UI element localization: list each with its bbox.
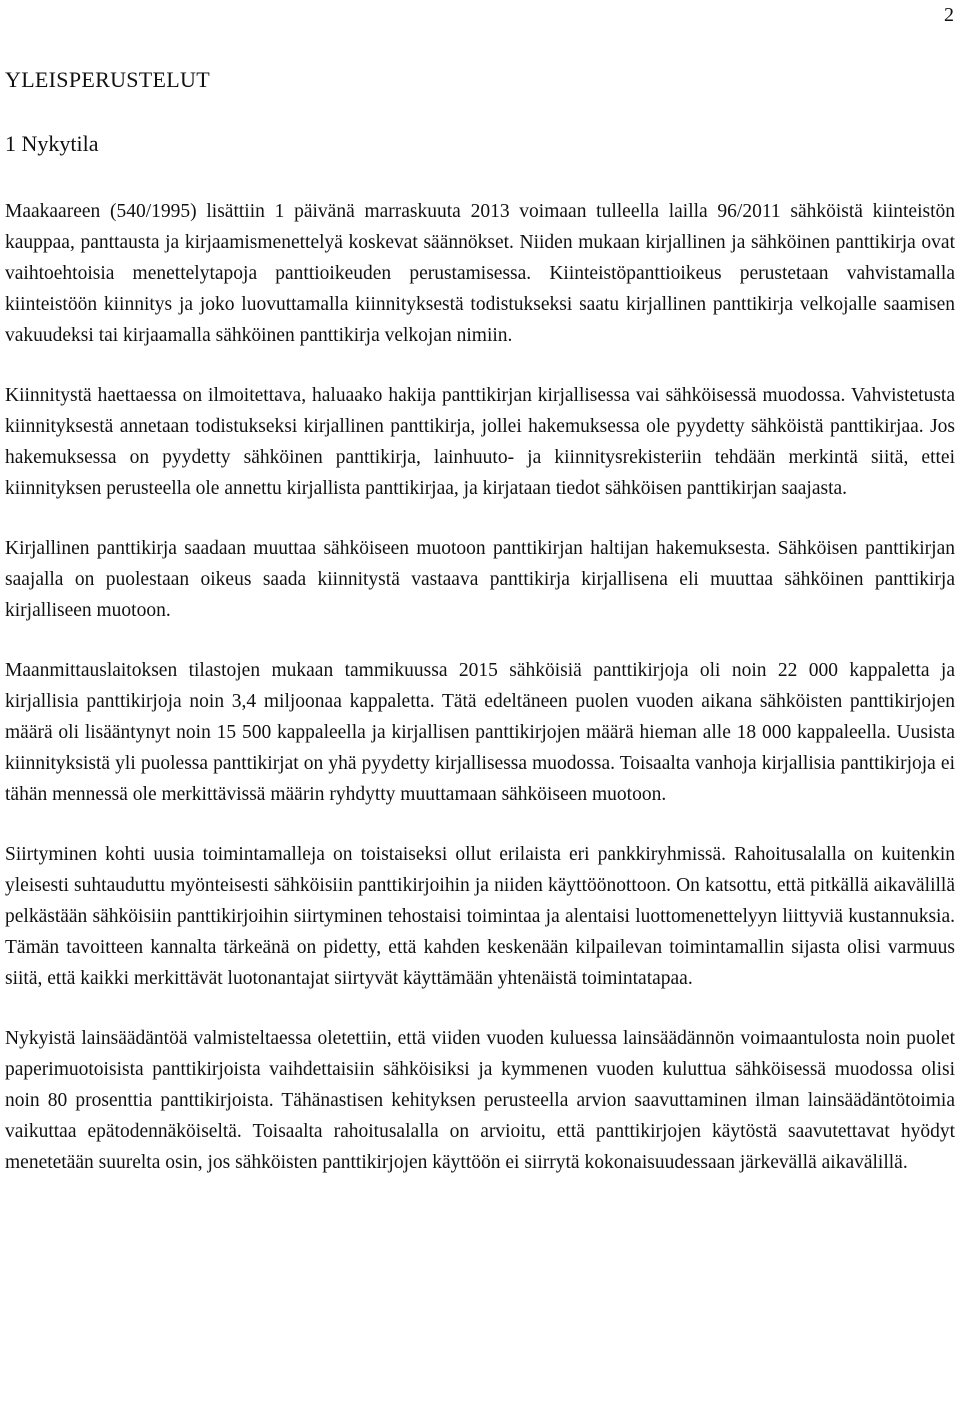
paragraph: Maanmittauslaitoksen tilastojen mukaan tammikuussa 2015 sähköisiä panttikirjoja oli noin 22 000 kappaletta ja kirjallisia panttikirjoja noin 3,4 miljoonaa kappaletta. Tätä edeltäneen puolen vuoden aikana sähköisten panttikirjojen määrä oli lisääntynyt noin 15 500 kappaleella ja kirjallisen panttikirjojen määrä hieman alle 18 000 kappaleella. Uusista kiinnityksistä yli puolessa panttikirjat on yhä pyydetty kirjallisessa muodossa. Toisaalta vanhoja kirjallisia panttikirjoja ei tähän mennessä ole merkittävissä määrin ryhdytty muuttamaan sähköiseen muotoon. bbox=[5, 660, 955, 805]
paragraph: Kirjallinen panttikirja saadaan muuttaa sähköiseen muotoon panttikirjan haltijan hakemuksesta. Sähköisen panttikirjan saajalla on puolestaan oikeus saada kiinnitystä vastaava panttikirja kirjallisena eli muuttaa sähköinen panttikirja kirjalliseen muotoon. bbox=[5, 538, 955, 621]
paragraph: Siirtyminen kohti uusia toimintamalleja on toistaiseksi ollut erilaista eri pankkiryhmissä. Rahoitusalalla on kuitenkin yleisesti suhtauduttu myönteisesti sähköisiin panttikirjoihin ja niiden käyttöönottoon. On katsottu, että pitkällä aikavälillä pelkästään sähköisiin panttikirjoihin siirtyminen tehostaisi toimintaa ja alentaisi luottomenettelyyn liittyviä kustannuksia. Tämän tavoitteen kannalta tärkeänä on pidetty, että kahden keskenään kilpailevan toimintamallin sijasta olisi varmuus siitä, että kaikki merkittävät luotonantajat siirtyvät käyttämään yhtenäistä toimintatapaa. bbox=[5, 844, 955, 989]
paragraph: Nykyistä lainsäädäntöä valmisteltaessa oletettiin, että viiden vuoden kuluessa lainsäädännön voimaantulosta noin puolet paperimuotoisista panttikirjoista vaihdettaisiin sähköisiksi ja kymmenen vuoden kuluttua sähköisessä muodossa olisi noin 80 prosenttia panttikirjoista. Tähänastisen kehityksen perusteella arvion saavuttaminen ilman lainsäädäntötoimia vaikuttaa epätodennäköiseltä. Toisaalta rahoitusalalla on arvioitu, että panttikirjojen käytöstä saavutettavat hyödyt menetetään suurelta osin, jos sähköisten panttikirjojen käyttöön ei siirrytä kokonaisuudessaan järkevällä aikavälillä. bbox=[5, 1028, 955, 1173]
paragraph: Maakaareen (540/1995) lisättiin 1 päivänä marraskuuta 2013 voimaan tulleella lailla 96/2011 sähköistä kiinteistön kauppaa, panttausta ja kirjaamismenettelyä koskevat säännökset. Niiden mukaan kirjallinen ja sähköinen panttikirja ovat vaihtoehtoisia menettelytapoja panttioikeuden perustamisessa. Kiinteistöpanttioikeus perustetaan vahvistamalla kiinteistöön kiinnitys ja joko luovuttamalla kiinnityksestä todistukseksi saatu kirjallinen panttikirja velkojalle saamisen vakuudeksi tai kirjaamalla sähköinen panttikirja velkojan nimiin. bbox=[5, 201, 955, 346]
paragraph: Kiinnitystä haettaessa on ilmoitettava, haluaako hakija panttikirjan kirjallisessa vai sähköisessä muodossa. Vahvistetusta kiinnityksestä annetaan todistukseksi kirjallinen panttikirja, jollei hakemuksessa ole pyydetty sähköistä panttikirjaa. Jos hakemuksessa on pyydetty sähköinen panttikirja, lainhuuto- ja kiinnitysrekisteriin tehdään merkintä siitä, ettei kiinnityksen perusteella ole annettu kirjallista panttikirjaa, ja kirjataan tiedot sähköisen panttikirjan saajasta. bbox=[5, 385, 955, 499]
page-number: 2 bbox=[944, 4, 954, 26]
document-body bbox=[5, 64, 955, 1178]
main-heading: YLEISPERUSTELUT bbox=[5, 67, 210, 92]
section-heading: 1 Nykytila bbox=[5, 131, 99, 156]
